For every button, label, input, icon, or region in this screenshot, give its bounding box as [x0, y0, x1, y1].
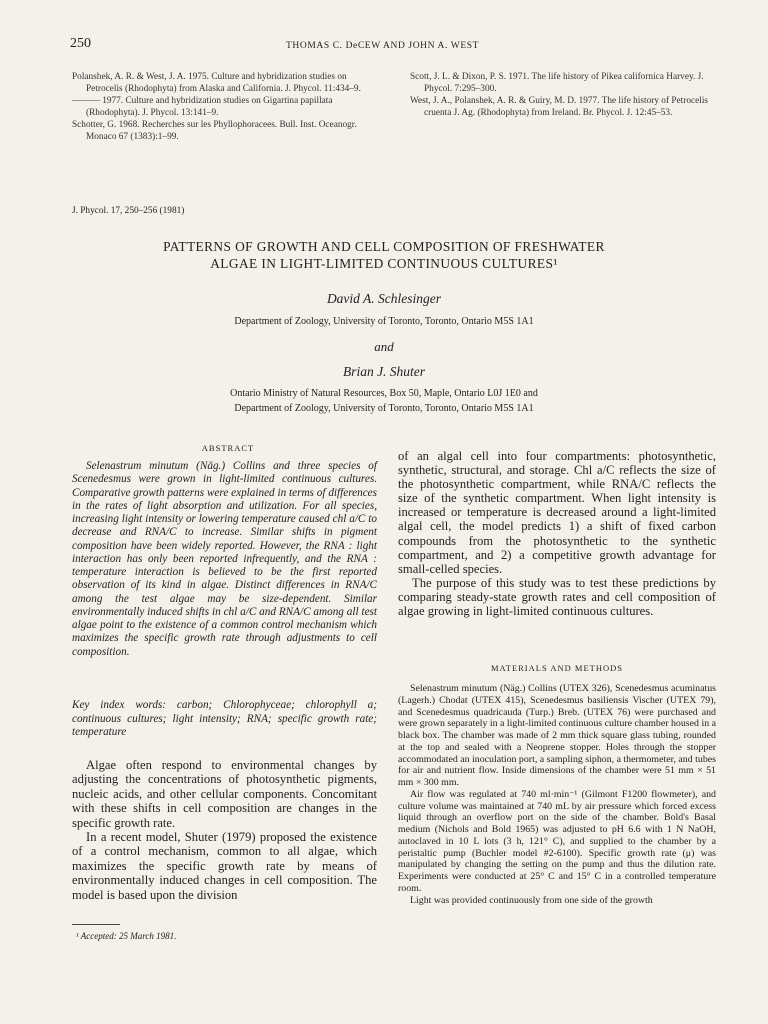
- author-conjunction: and: [374, 339, 394, 354]
- footnote: ¹ Accepted: 25 March 1981.: [76, 931, 177, 941]
- footnote-rule: [72, 924, 120, 925]
- references-left-column: [72, 71, 384, 143]
- methods-heading: MATERIALS AND METHODS: [491, 663, 623, 673]
- journal-citation: J. Phycol. 17, 250–256 (1981): [72, 206, 185, 216]
- affiliation-line: Department of Zoology, University of Toronto, Toronto, Ontario M5S 1A1: [234, 403, 534, 414]
- reference-entry: Polanshek, A. R. & West, J. A. 1975. Culture and hybridization studies on Petrocelis (Rhodophyta) from Alaska and California. J. Phycol. 11:434–9.: [72, 72, 361, 94]
- methods-paragraph: Selenastrum minutum (Näg.) Collins (UTEX 326), Scenedesmus acuminatus (Lagerh.) Chodat (UTEX 415), Scenedesmus basiliensis Vischer (UTEX 79), and Scenedesmus quadricauda (Turp.) Breb. (UTEX 76) were purchased and were grown separately in a light-limited continuous culture chamber housed in a black box. The chamber was made of 2 mm thick square glass tubing, rounded at the top and sealed with a Neoprene stopper. Holes through the stopper accommodated an inoculation port, a sampling siphon, a thermometer, and tubes for air and nutrient flow. Inside dimensions of the chamber were 51 mm × 51 mm × 300 mm.: [398, 683, 716, 788]
- author-affiliation: [0, 386, 768, 416]
- body-paragraph: Algae often respond to environmental changes by adjusting the concentrations of photosynthetic pigments, nucleic acids, and other cellular components. Concomitant with these shifts in cell composition are changes in the specific growth rate.: [72, 758, 377, 830]
- key-index-words: Key index words: carbon; Chlorophyceae; chlorophyll a; continuous cultures; light intensity; RNA; specific growth rate; temperature: [72, 699, 377, 738]
- author-affiliation: Department of Zoology, University of Toronto, Toronto, Ontario M5S 1A1: [234, 316, 534, 327]
- references-right-column: [410, 71, 722, 119]
- body-paragraph: In a recent model, Shuter (1979) proposed the existence of a control mechanism, common to all algae, which maximizes the specific growth rate by means of environmentally induced changes in cell composition. The model is based upon the division: [72, 830, 377, 902]
- abstract-text: Selenastrum minutum (Näg.) Collins and three species of Scenedesmus were grown in light-limited continuous cultures. Comparative growth patterns were explained in terms of differences in the rates of light absorption and utilization. For all species, increasing light intensity or lowering temperature caused chl a/C to decrease and RNA/C to increase. Similar shifts in pigment composition have been widely reported. However, the RNA : light interaction has only been reported infrequently, and the RNA : temperature interaction is believed to be the first reported observation of its kind in algae. Distinct differences in RNA/C among the test algae may be size-dependent. Similar environmentally induced shifts in chl a/C and RNA/C among all test algae point to the existence of a common control mechanism which maximizes the specific growth rate through adjustments to cell composition.: [72, 460, 377, 658]
- title-line: PATTERNS OF GROWTH AND CELL COMPOSITION OF FRESHWATER: [163, 239, 605, 254]
- body-paragraph: The purpose of this study was to test these predictions by comparing steady-state growth rates and cell composition of algae growing in light-limited continuous cultures.: [398, 575, 716, 619]
- running-head: THOMAS C. DeCEW AND JOHN A. WEST: [286, 41, 480, 51]
- methods-paragraph: Light was provided continuously from one side of the growth: [410, 894, 653, 906]
- introduction-right: [398, 449, 716, 618]
- abstract-heading: ABSTRACT: [201, 443, 255, 453]
- reference-entry: Schotter, G. 1968. Recherches sur les Phyllophoracees. Bull. Inst. Oceanogr. Monaco 67 (1383):1–99.: [72, 120, 357, 142]
- introduction-left: [72, 758, 377, 902]
- methods-section: [398, 683, 716, 906]
- reference-entry: ——— 1977. Culture and hybridization studies on Gigartina papillata (Rhodophyta). J. Phycol. 13:141–9.: [72, 96, 333, 118]
- author-name: Brian J. Shuter: [342, 364, 426, 379]
- page-number: 250: [70, 36, 91, 51]
- methods-paragraph: Air flow was regulated at 740 ml·min⁻¹ (Gilmont F1200 flowmeter), and culture volume was maintained at 740 mL by air pressure which forced excess liquid through an overflow port on the side of the chamber. Bold's Basal medium (Nichols and Bold 1965) was adjusted to pH 6.6 with 1 N NaOH, autoclaved in 10 L lots (3 h, 121° C), and supplied to the chamber by a peristaltic pump (Buchler model #2-6100). Specific growth rate (μ) was manipulated by changing the setting on the pump and thus the dilution rate. Experiments were conducted at 25° C and 15° C in a controlled temperature room.: [398, 788, 716, 894]
- reference-entry: Scott, J. L. & Dixon, P. S. 1971. The life history of Pikea californica Harvey. J. Phycol. 7:295–300.: [410, 72, 704, 94]
- title-line: ALGAE IN LIGHT-LIMITED CONTINUOUS CULTURES¹: [210, 256, 558, 271]
- author-name: David A. Schlesinger: [326, 291, 442, 306]
- article-title: [100, 238, 668, 272]
- reference-entry: West, J. A., Polanshek, A. R. & Guiry, M. D. 1977. The life history of Petrocelis cruenta J. Ag. (Rhodophyta) from Ireland. Br. Phycol. J. 12:45–53.: [410, 96, 709, 118]
- affiliation-line: Ontario Ministry of Natural Resources, Box 50, Maple, Ontario L0J 1E0 and: [230, 388, 538, 399]
- body-paragraph: of an algal cell into four compartments: photosynthetic, synthetic, structural, and storage. Chl a/C reflects the size of the photosynthetic compartment, while RNA/C reflects the size of the synthetic compartment. When light intensity is increased or temperature is decreased around a light-limited algal cell, the model predicts 1) a shift of fixed carbon compounds from the photosynthetic to the synthetic compartment, and 2) a competitive growth advantage for small-celled species.: [398, 449, 716, 576]
